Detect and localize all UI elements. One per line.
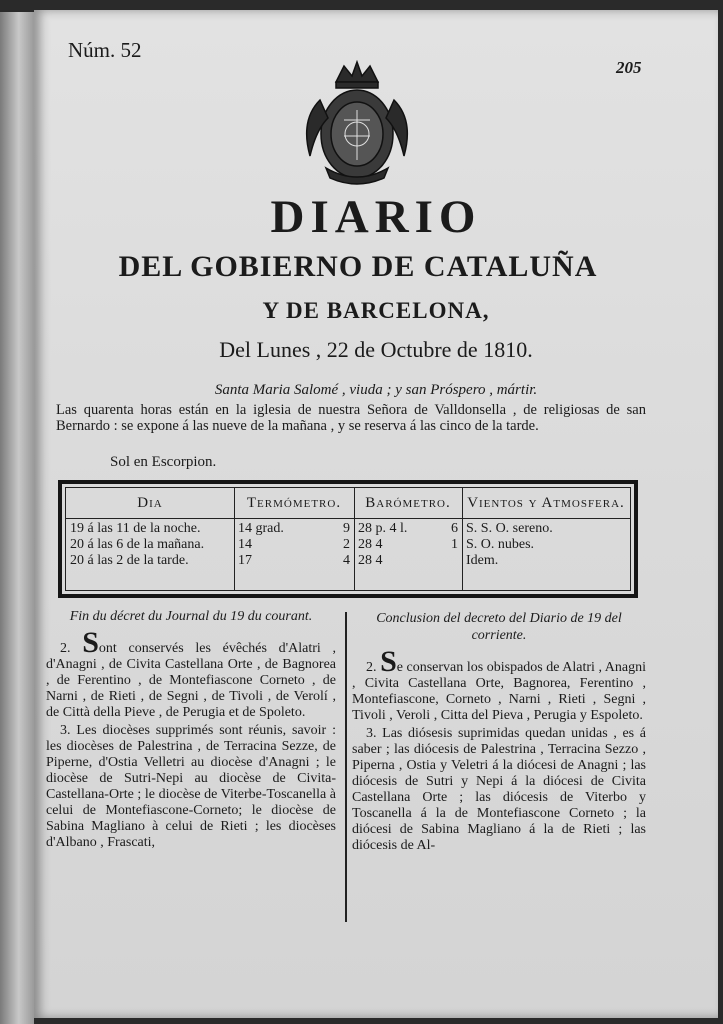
weather-column-dia	[66, 488, 235, 590]
table-cell-fraction: 9	[343, 521, 350, 536]
weather-header: Vientos y Atmosfera.	[462, 488, 630, 519]
table-cell: 17	[238, 553, 252, 568]
table-cell: 28 4	[358, 553, 383, 568]
royal-crest-icon	[296, 60, 418, 186]
table-cell: S. O. nubes.	[466, 537, 535, 552]
french-column	[46, 608, 336, 853]
table-row	[238, 521, 350, 537]
table-cell: 14 grad.	[238, 521, 284, 536]
table-row	[358, 537, 458, 553]
table-cell: Idem.	[466, 553, 499, 568]
table-cell: S. S. O. sereno.	[466, 521, 553, 536]
weather-header: Barómetro.	[354, 488, 462, 519]
dateline: Del Lunes , 22 de Octubre de 1810.	[219, 337, 533, 362]
table-cell: 28 p. 4 l.	[358, 521, 408, 536]
drop-cap: S	[82, 626, 99, 659]
paragraph-text: e conservan los obispados de Alatri , Anagni , Civita Castellana Orte, Bagnorea, Ferentino , Montefiascone, Corneto , Narni , Rieti , Segni , Tivoli , Veroli , Citta del Pieva , Perugia y Espoleto.	[352, 660, 647, 723]
table-cell-fraction: 6	[451, 521, 458, 536]
newspaper-page	[34, 10, 718, 1018]
table-cell-fraction: 1	[451, 537, 458, 552]
drop-cap: S	[380, 645, 397, 678]
table-cell: 20 á las 6 de la mañana.	[70, 537, 205, 552]
french-column-heading: Fin du décret du Journal du 19 du courant.	[69, 609, 313, 624]
weather-table	[58, 480, 638, 598]
forty-hours-notice: Las quarenta horas están en la iglesia de nuestra Señora de Valldonsella , de religiosas de san Bernardo : se expone á las nueve de la mañana , y se reserva á las cinco de la tarde.	[56, 402, 646, 434]
table-row	[238, 553, 350, 569]
weather-column-vientos	[462, 488, 630, 590]
issue-number: Núm. 52	[68, 38, 142, 62]
paragraph-number: 2.	[60, 641, 71, 656]
masthead-title: DIARIO	[270, 191, 482, 243]
weather-header: Termómetro.	[234, 488, 354, 519]
table-row	[70, 553, 230, 569]
table-row	[466, 537, 626, 553]
weather-column-barometro	[354, 488, 463, 590]
table-cell-fraction: 2	[343, 537, 350, 552]
masthead-subtitle-2: Y DE BARCELONA,	[262, 298, 490, 323]
sun-sign: Sol en Escorpion.	[110, 454, 217, 470]
article-paragraph	[46, 626, 337, 721]
article-paragraph	[352, 645, 647, 724]
article-paragraph: 3. Las diósesis suprimidas quedan unidas , es á saber ; las diócesis de Palestrina , Terracina Sezzo , Piperna , Ostia y Veletri á la diócesi de Anagni ; las diócesis de Sutri y Nepi á la diócesi de Civita Castellana Orte ; las diócesis de Viterbo y Toscanella á la de Montefiascone Corneto ; la diócesi de Sabina Magliano á la de Rieti ; las diócesis de Al-	[352, 726, 646, 853]
spanish-column	[352, 610, 646, 856]
weather-column-termometro	[234, 488, 355, 590]
table-row	[466, 521, 626, 537]
table-row	[358, 553, 458, 569]
table-row	[238, 537, 350, 553]
table-cell: 14	[238, 537, 252, 552]
table-cell: 28 4	[358, 537, 383, 552]
column-divider	[345, 612, 347, 922]
paragraph-text: ont conservés les évêchés d'Alatri , d'Anagni , de Civita Castellana Orte , de Bagnorea , de Ferentino , de Montefiascone Corneto , de Narni , de Rieti , de Segni , de Tivoli , de Verolí , de Città della Pieve , de Perugia et de Spoleto.	[46, 641, 337, 720]
weather-header: Dia	[66, 488, 234, 519]
page-number: 205	[616, 58, 642, 77]
table-row	[358, 521, 458, 537]
table-cell: 19 á las 11 de la noche.	[70, 521, 201, 536]
table-cell: 20 á las 2 de la tarde.	[70, 553, 189, 568]
table-cell-fraction: 4	[343, 553, 350, 568]
table-row	[70, 521, 230, 537]
masthead-subtitle-1: DEL GOBIERNO DE CATALUÑA	[118, 250, 598, 283]
spanish-column-heading: Conclusion del decreto del Diario de 19 del corriente.	[376, 611, 622, 643]
saints-of-the-day: Santa Maria Salomé , viuda ; y san Próspero , mártir.	[214, 382, 538, 398]
table-row	[70, 537, 230, 553]
paragraph-number: 2.	[366, 660, 377, 675]
facing-page-edge	[0, 12, 34, 1024]
table-row	[466, 553, 626, 569]
article-paragraph: 3. Les diocèses supprimés sont réunis, savoir : les diocèses de Palestrina , de Terracina Sezze, de Piperne, d'Ostia Velletri au diocèse d'Anagni ; le diocèse de Sutri-Nepi au diocèse de Civita-Castellana-Orte ; le diocèse de Viterbe-Toscanella à celui de Montefiascone-Corneto; le diocèse de Sabina Magliano à celui de Rieti ; les diocèses d'Albano , Frascati,	[46, 723, 336, 850]
